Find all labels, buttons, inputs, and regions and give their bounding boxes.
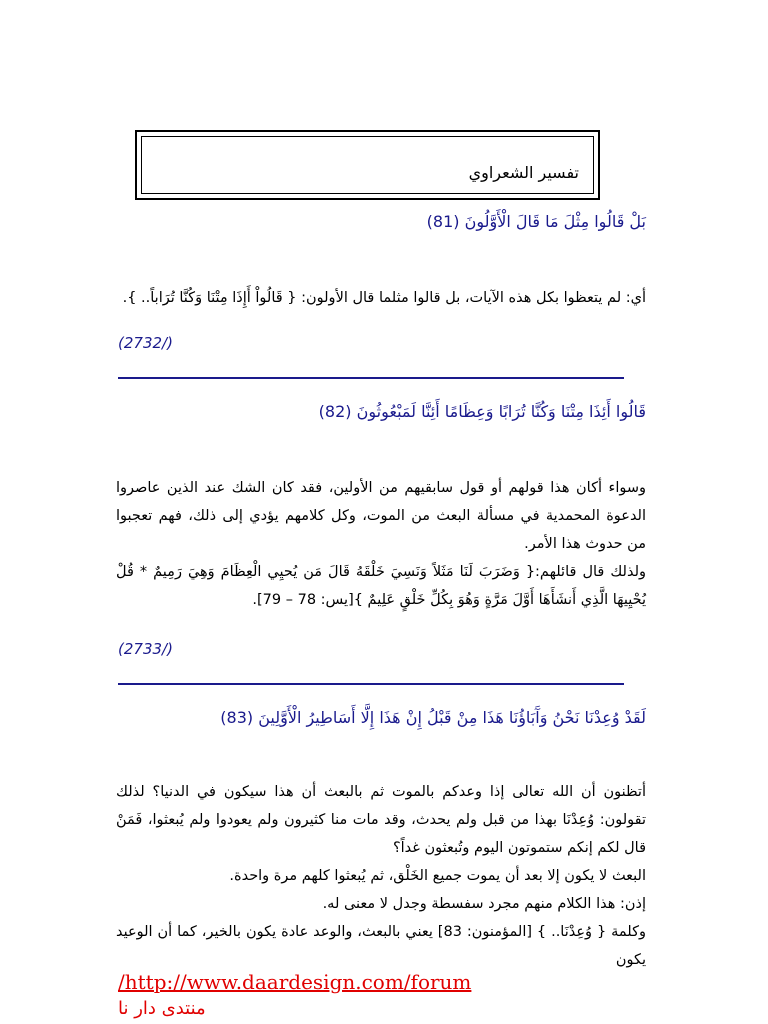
commentary-81 [116,284,646,312]
paragraph: أتظنون أن الله تعالى إذا وعدكم بالموت ثم بالبعث أن هذا سيكون في الدنيا؟ لذلك تقولون: وُعِدْنَا بهذا من قبل ولم يحدث، وقد مات منا كثيرون ولم يعودوا ولم يُبعثوا، فَمَنْ قال لكم إنكم ستموتون اليوم وتُبعثون غداً؟ [116,784,646,856]
page-reference-2733: (2733/) [118,640,173,658]
verse-81: بَلْ قَالُوا مِثْلَ مَا قَالَ الْأَوَّلُونَ (81) [426,212,646,231]
forum-url-link[interactable]: /http://www.daardesign.com/forum [118,970,472,994]
verse-83: لَقَدْ وُعِدْنَا نَحْنُ وَآَبَاؤُنَا هَذَا مِنْ قَبْلُ إِنْ هَذَا إِلَّا أَسَاطِيرُ الْأَوَّلِينَ (83) [220,708,646,727]
header-inner-frame [141,136,594,194]
page-reference-2732: (2732/) [118,334,173,352]
header-title: تفسير الشعراوي [468,163,579,182]
commentary-83 [116,778,646,974]
paragraph: وسواء أكان هذا قولهم أو قول سابقيهم من الأولين، فقد كان الشك عند الذين عاصروا الدعوة المحمدية في مسألة البعث من الموت، وكل كلامهم يؤدي إلى ذلك، فهم تعجبوا من حدوث هذا الأمر. [116,480,646,552]
paragraph: وكلمة { وُعِدْنَا.. } [المؤمنون: 83] يعني بالبعث، والوعد عادة يكون بالخير، كما أن الوعيد يكون [116,924,646,968]
section-divider [118,683,624,685]
paragraph: إذن: هذا الكلام منهم مجرد سفسطة وجدل لا معنى له. [322,896,646,912]
section-divider [118,377,624,379]
paragraph: ولذلك قال قائلهم:{ وَضَرَبَ لَنَا مَثَلاً وَنَسِيَ خَلْقَهُ قَالَ مَن يُحيِي الْعِظَامَ وَهِيَ رَمِيمٌ * قُلْ يُحْيِيهَا الَّذِي أَنشَأَهَا أَوَّلَ مَرَّةٍ وَهُوَ بِكُلِّ خَلْقٍ عَلِيمٌ }[يس: 78 – 79]. [116,564,646,608]
header-box [135,130,600,200]
paragraph: أي: لم يتعظوا بكل هذه الآيات، بل قالوا مثلما قال الأولون: { قَالُواْ أَإِذَا مِتْنَا وَكُنَّا تُرَاباً.. }. [122,290,646,306]
commentary-82 [116,474,646,614]
paragraph: البعث لا يكون إلا بعد أن يموت جميع الخَلْق، ثم يُبعثوا كلهم مرة واحدة. [229,868,646,884]
verse-82: قَالُوا أَئِذَا مِتْنَا وَكُنَّا تُرَابًا وَعِظَامًا أَئِنَّا لَمَبْعُوثُونَ (82) [318,402,646,421]
forum-name: منتدى دار نا [118,998,206,1019]
